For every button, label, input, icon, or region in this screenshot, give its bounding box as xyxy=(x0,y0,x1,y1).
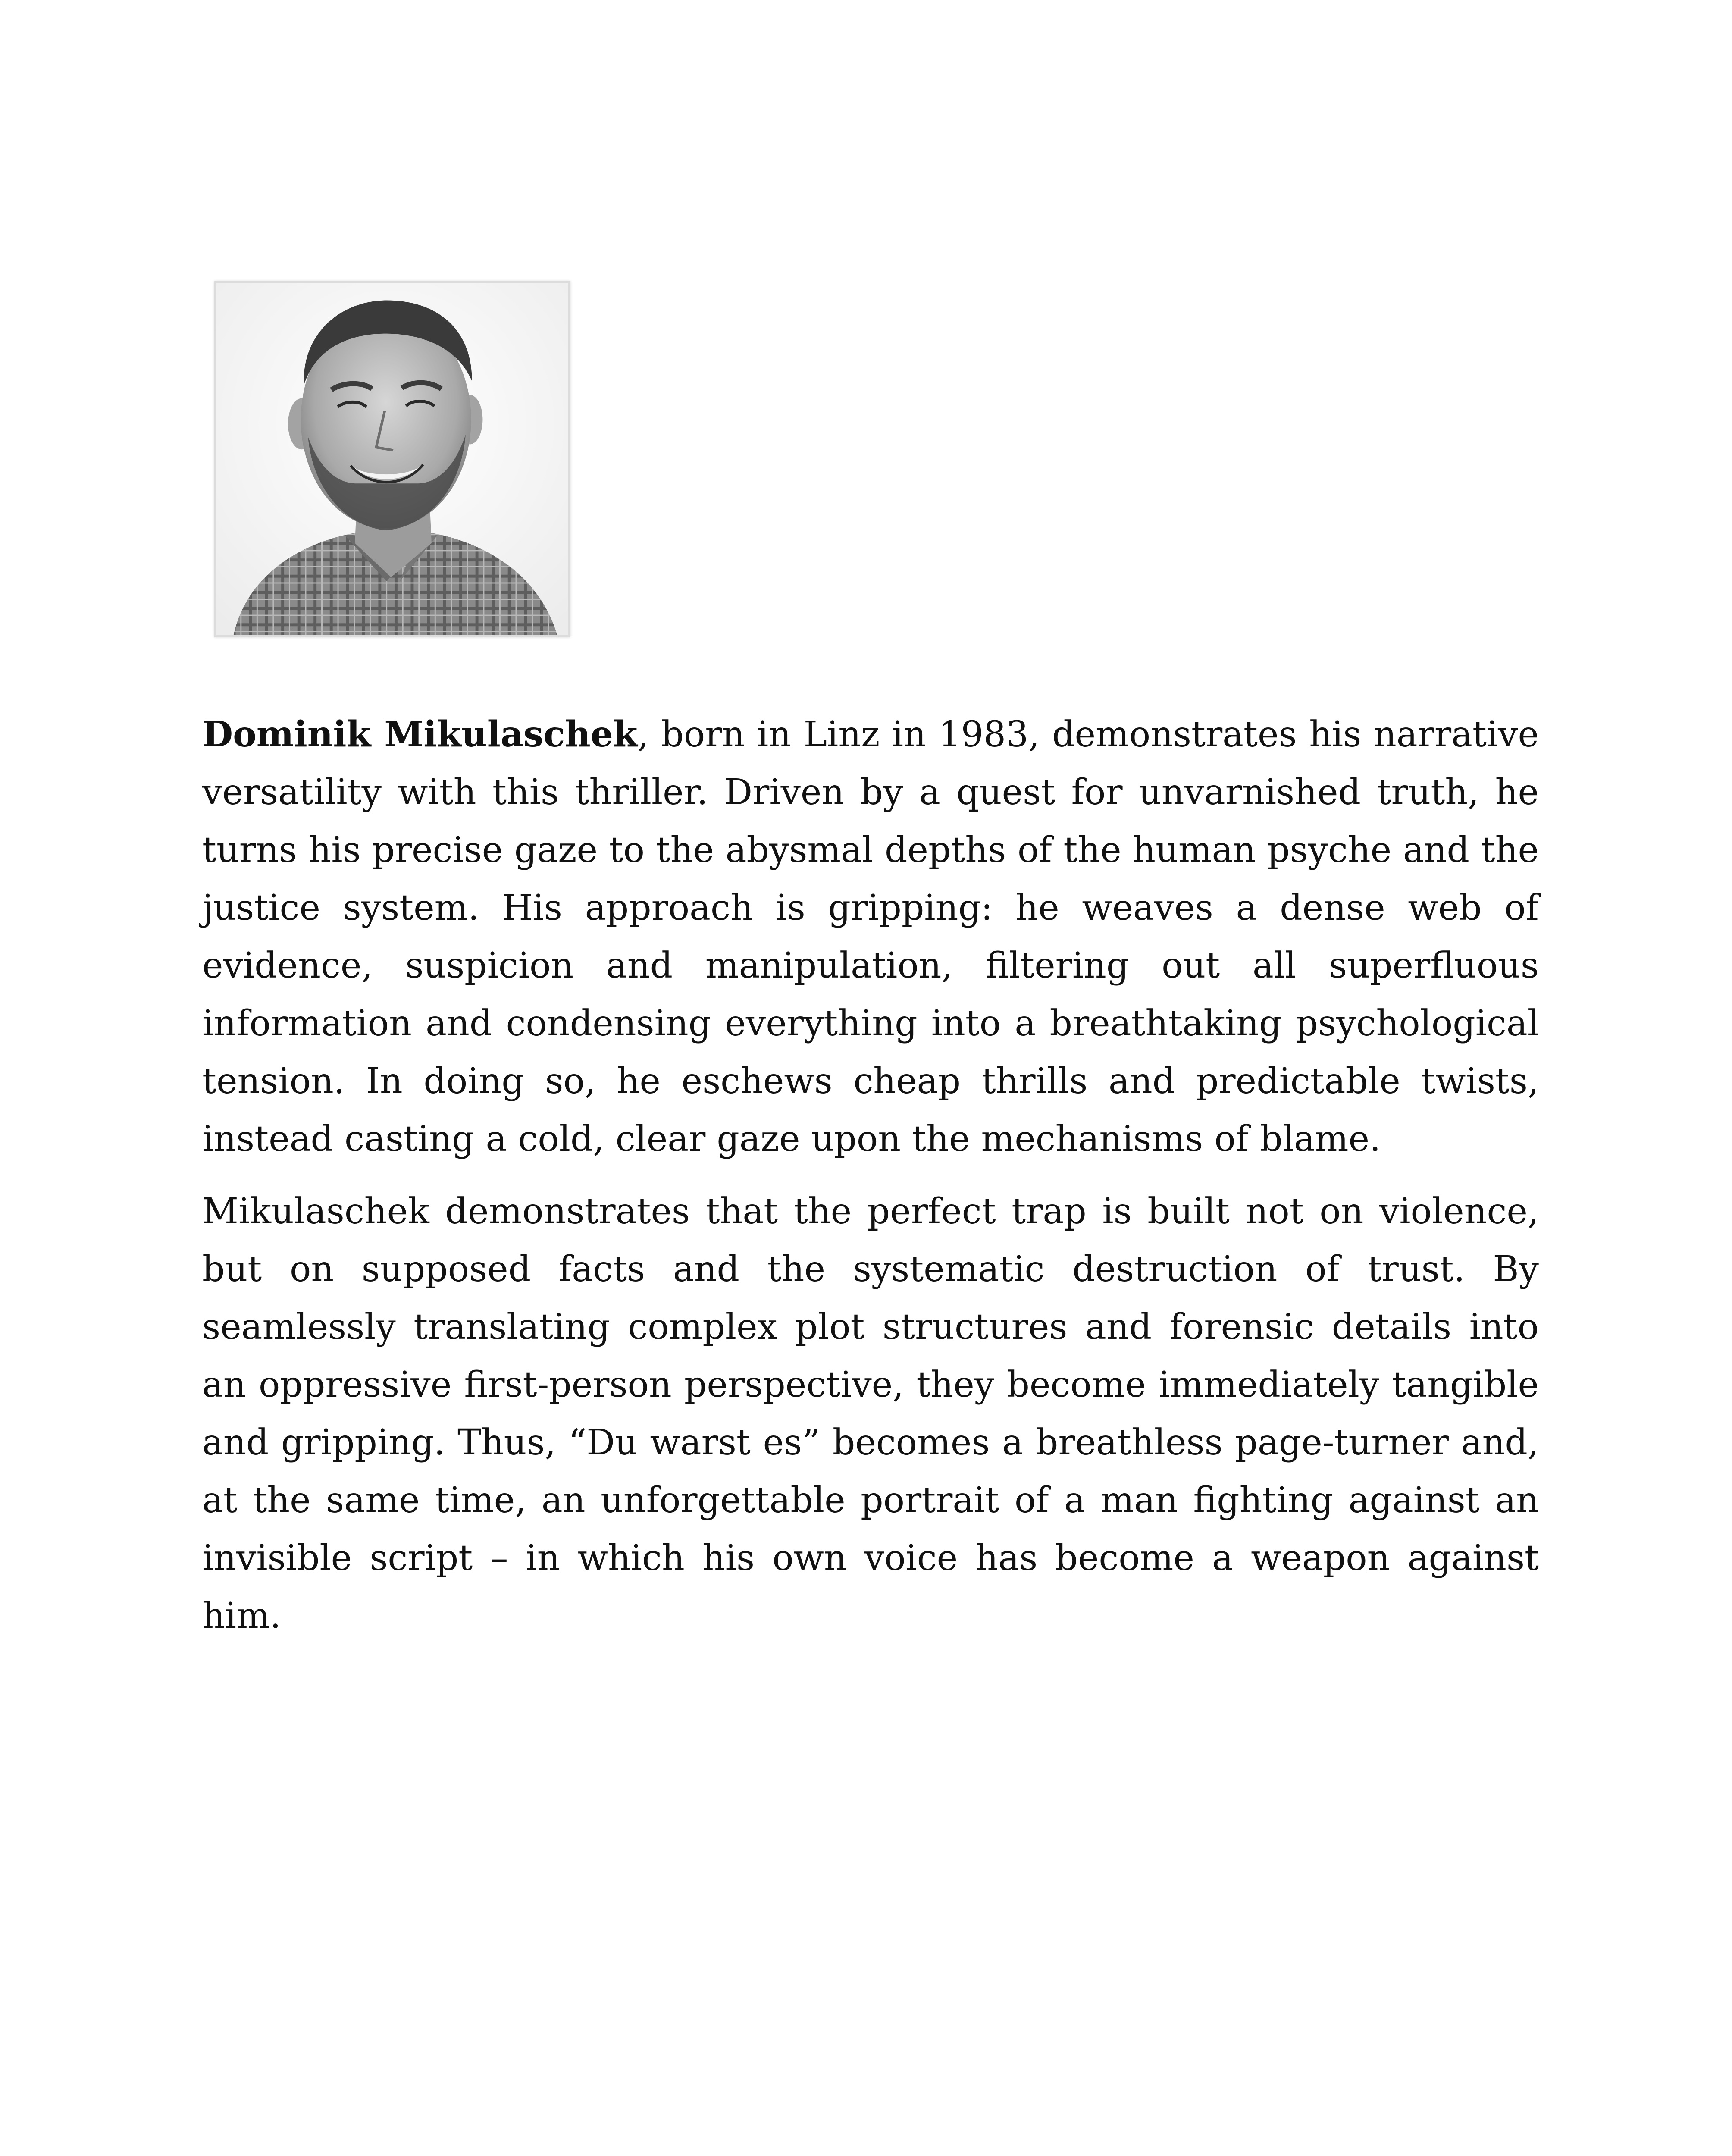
author-bio xyxy=(202,705,1539,1645)
bio-paragraph-2: Mikulaschek demonstrates that the perfect trap is built not on violence, but on supposed facts and the systematic destruction of trust. By seamlessly translating complex plot structures and forensic details into an oppressive first-person perspective, they become immediately tangible and gripping. Thus, “Du warst es” becomes a breathless page-turner and, at the same time, an unforgettable portrait of a man fighting against an invisible script – in which his own voice has become a weapon against him. xyxy=(202,1191,1539,1636)
bio-paragraph-1 xyxy=(202,705,1539,1168)
author-portrait-photo xyxy=(214,281,570,637)
portrait-image xyxy=(216,283,568,635)
author-name: Dominik Mikulaschek xyxy=(202,714,638,755)
bio-paragraph-1-text: , born in Linz in 1983, demonstrates his narrative versatility with this thriller. Driven by a quest for unvarnished truth, he turns his precise gaze to the abysmal depths of the human psyche and the justice system. His approach is gripping: he weaves a dense web of evidence, suspicion and manipulation, filtering out all superfluous information and condensing everything into a breathtaking psychological tension. In doing so, he eschews cheap thrills and predictable twists, instead casting a cold, clear gaze upon the mechanisms of blame. xyxy=(202,714,1539,1159)
